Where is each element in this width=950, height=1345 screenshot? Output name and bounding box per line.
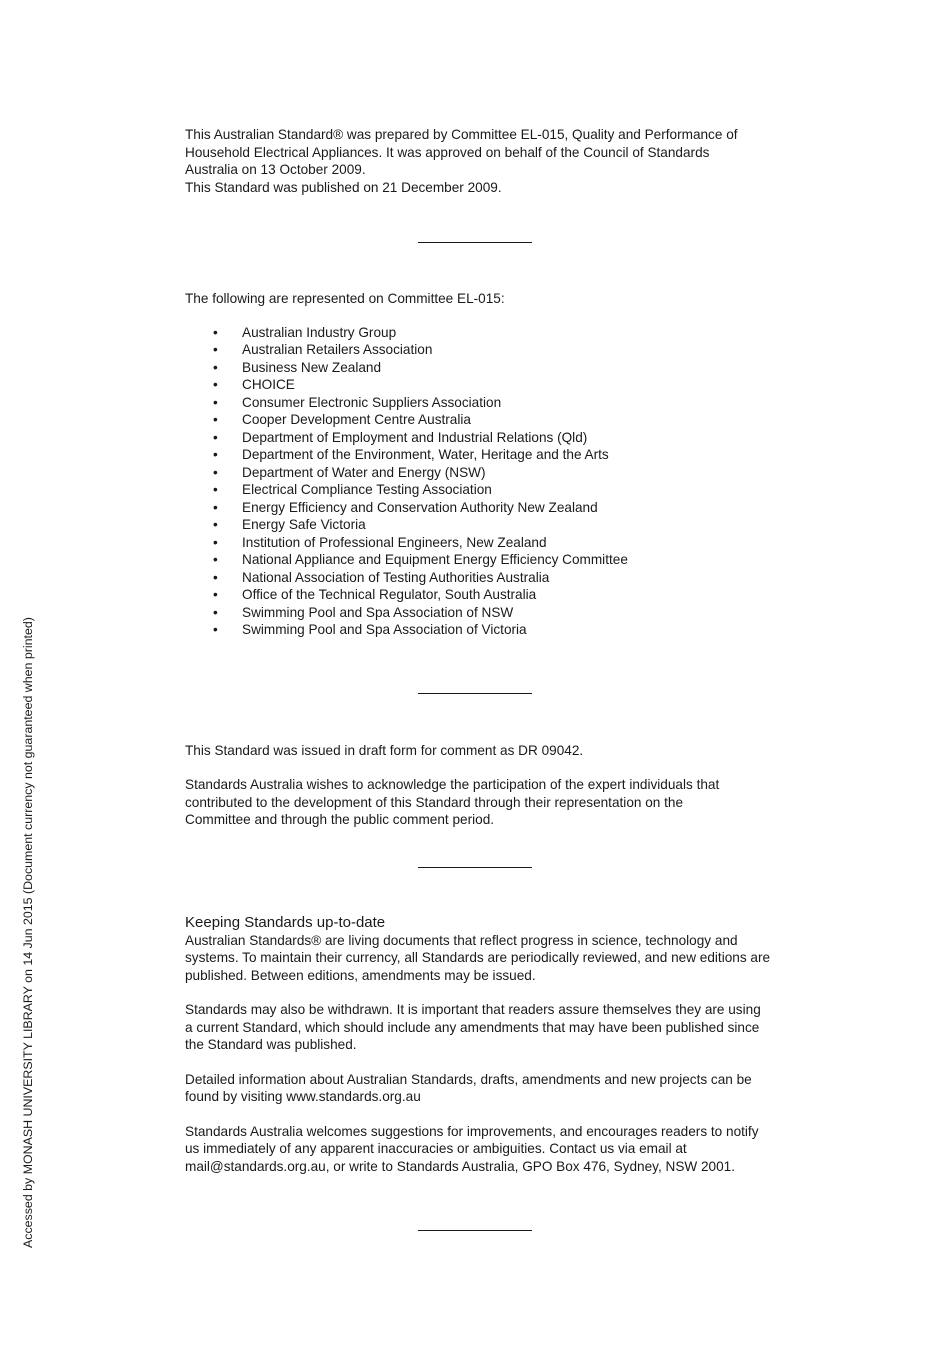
list-item: • Cooper Development Centre Australia (185, 411, 785, 429)
section-divider (418, 242, 532, 243)
committee-section (185, 290, 785, 639)
living-documents-paragraph: Australian Standards® are living documents that reflect progress in science, technology and systems. To maintain their currency, all Standards are periodically reviewed, and new editions are published. Between editions, amendments may be issued. (185, 932, 771, 983)
contact-paragraph: Standards Australia welcomes suggestions for improvements, and encourages readers to notify us immediately of any apparent inaccuracies or ambiguities. Contact us via email at mail@standards.org.au, or write to Standards Australia, GPO Box 476, Sydney, NSW 2001. (185, 1123, 759, 1174)
list-item: • Australian Industry Group (185, 324, 785, 342)
keeping-up-to-date-section (185, 913, 785, 1176)
document-body (185, 126, 785, 1231)
withdrawal-paragraph: Standards may also be withdrawn. It is important that readers assure themselves they are using a current Standard, which should include any amendments that may have been published since the Standard was published. (185, 1002, 761, 1052)
list-item: • Institution of Professional Engineers, New Zealand (185, 534, 785, 552)
list-item: • Office of the Technical Regulator, South Australia (185, 586, 785, 604)
information-paragraph: Detailed information about Australian Standards, drafts, amendments and new projects can be found by visiting www.standards.org.au (185, 1071, 752, 1104)
list-item: • Department of the Environment, Water, Heritage and the Arts (185, 446, 785, 464)
committee-members-list (185, 324, 785, 639)
section-divider (418, 1230, 532, 1231)
publication-date: This Standard was published on 21 December 2009. (185, 179, 502, 195)
list-item: • Swimming Pool and Spa Association of NSW (185, 604, 785, 622)
list-item: • Energy Safe Victoria (185, 516, 785, 534)
draft-statement: This Standard was issued in draft form for comment as DR 09042. (185, 742, 584, 758)
list-item: • Swimming Pool and Spa Association of Victoria (185, 621, 785, 639)
preparation-section (185, 126, 785, 196)
list-item: • Department of Employment and Industrial Relations (Qld) (185, 429, 785, 447)
committee-intro: The following are represented on Committee EL-015: (185, 291, 505, 306)
list-item: • National Association of Testing Authorities Australia (185, 569, 785, 587)
access-watermark: Accessed by MONASH UNIVERSITY LIBRARY on 14 Jun 2015 (Document currency not guaranteed when printed) (21, 617, 35, 1248)
list-item: • National Appliance and Equipment Energy Efficiency Committee (185, 551, 785, 569)
section-divider (418, 867, 532, 868)
list-item: • CHOICE (185, 376, 785, 394)
list-item: • Electrical Compliance Testing Association (185, 481, 785, 499)
list-item: • Australian Retailers Association (185, 341, 785, 359)
preparation-statement: This Australian Standard® was prepared by Committee EL-015, Quality and Performance of Household Electrical Appliances. It was approved on behalf of the Council of Standards Australia on 13 October 2009. (185, 127, 738, 177)
section-divider (418, 693, 532, 694)
list-item: • Energy Efficiency and Conservation Authority New Zealand (185, 499, 785, 517)
list-item: • Department of Water and Energy (NSW) (185, 464, 785, 482)
acknowledgement-paragraph: Standards Australia wishes to acknowledge the participation of the expert individuals that contributed to the development of this Standard through their representation on the Committee and through the public comment period. (185, 777, 720, 827)
list-item: • Consumer Electronic Suppliers Association (185, 394, 785, 412)
draft-section (185, 742, 785, 829)
section-heading: Keeping Standards up-to-date (185, 913, 386, 931)
list-item: • Business New Zealand (185, 359, 785, 377)
